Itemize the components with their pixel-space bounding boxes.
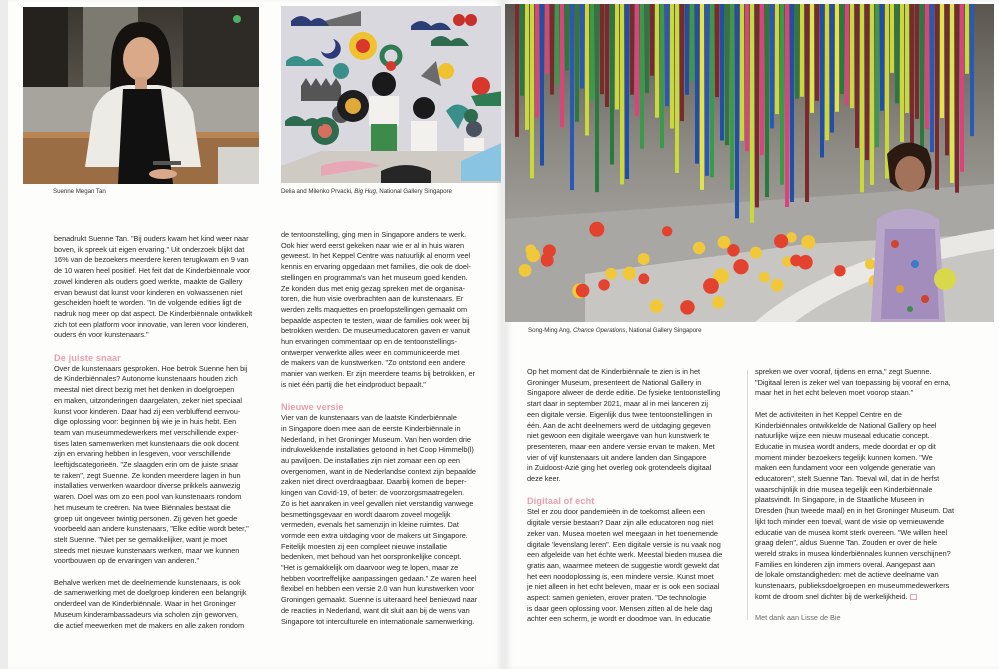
text-line: benadrukt Suenne Tan. "Bij ouders kwam het kind weer naar xyxy=(54,234,249,243)
text-line: Groningen gemaakt. Suenne is uiteraard heel benieuwd naar xyxy=(281,595,478,605)
text-line: Op het moment dat de Kinderbiënnale te zien is in het xyxy=(527,367,701,376)
photo-tube xyxy=(680,4,684,121)
photo-tube xyxy=(955,4,959,193)
photo-tube xyxy=(775,4,779,114)
photo-tube xyxy=(525,4,529,130)
photo-tube xyxy=(825,4,829,140)
photo-tube xyxy=(800,4,804,97)
column-4 xyxy=(755,367,995,624)
photo-tube xyxy=(600,4,604,94)
portrait-photo xyxy=(23,7,259,184)
photo-tube xyxy=(940,4,944,118)
text-line: groep uit ongeveer twintig personen. Zij geven het goede xyxy=(54,513,238,523)
photo-tube xyxy=(765,4,769,197)
text-line: onderdeel van de Kinderbiënnale. Waar in het Groninger xyxy=(54,599,236,609)
heading-de-juiste-snaar: De juiste snaar xyxy=(54,352,121,363)
photo-tube xyxy=(875,4,879,147)
photo-tube xyxy=(635,4,639,116)
text-line: Kinderbiënnales ontwikkelde de National Gallery op heel xyxy=(755,420,937,430)
photo-ball xyxy=(733,259,748,274)
text-line: nadruk nog meer op dat aspect. De Kinderbiënnale ontwikkelt xyxy=(54,308,253,318)
photo-tube xyxy=(580,4,584,89)
text-line: wereld straks in musea kinderbiënnales kunnen verschijnen? xyxy=(755,548,951,558)
text-line: de Kinderbiënnales? Autonome kunstenaars houden zich xyxy=(54,374,238,384)
text-line: digitale versie bestaan? Daar zijn alle educatoren nog niet xyxy=(527,518,714,528)
text-line: Nederland, in het Groninger Museum. Van hen worden drie xyxy=(281,434,471,444)
photo-ball xyxy=(834,265,845,276)
heading-digitaal-of-echt: Digitaal of echt xyxy=(527,496,595,507)
text-line: de reacties in Nederland, want dit sluit aan bij de wens van xyxy=(281,605,470,615)
text-line: te raken", zegt Suenne. Ze konden meerdere lagen in hun xyxy=(54,470,241,480)
text-line: maar het in het echt beleven moet voorop staan." xyxy=(755,388,914,398)
text-line: deze keer. xyxy=(527,474,561,484)
text-line: de samenwerking met de doelgroep kinderen een belangrijk xyxy=(54,588,247,598)
text-line: het een noodoplossing is, een mindere versie. Kunst moet xyxy=(527,571,714,581)
column-2-intro xyxy=(281,230,501,391)
text-line: betrokken werden. De museumeducatoren gaven er vanuit xyxy=(281,326,470,336)
photo-ball xyxy=(712,296,725,309)
photo-ball xyxy=(750,247,762,259)
text-line: geweest. In het Keppel Centre was natuurlijk al enorm veel xyxy=(281,251,471,261)
photo-tube xyxy=(795,4,799,99)
column-1 xyxy=(54,234,268,631)
text-line: zich tot een platform voor innovatie, van leren voor kinderen, xyxy=(54,319,249,329)
text-line: de makers van de kunstwerken. "Zo ontstond een andere xyxy=(281,358,466,368)
photo-tube xyxy=(740,4,744,141)
text-line: indrukwekkende installaties getoond in het Coop Himmelb(l) xyxy=(281,445,474,455)
photo-tube xyxy=(550,4,554,95)
photo-tube xyxy=(530,4,534,178)
photo-ball xyxy=(759,272,770,283)
text-line: hebben voortreffelijke aanpassingen gedaan." Ze waren heel xyxy=(281,573,477,583)
photo-tube xyxy=(690,4,694,81)
text-line: waren. Doel was om zo een pool van kunstenaars rondom xyxy=(54,492,242,502)
text-line: team van museummedewerkers met verschillende exper- xyxy=(54,427,239,437)
text-line: ouders én voor kunstenaars." xyxy=(54,330,149,340)
text-line: een digitale versie. Eigenlijk dus twee tentoonstellingen in xyxy=(527,409,712,419)
photo-tube xyxy=(630,4,634,95)
photo-tube xyxy=(605,4,609,107)
text-line: stellingen en programma's van het museum goed kenden. xyxy=(281,272,468,282)
photo-ball xyxy=(598,279,609,290)
text-line: installaties verwerken waardoor diverse prikkels aanwezig xyxy=(54,481,241,491)
text-line: Feitelijk moesten zij een compleet nieuwe installatie xyxy=(281,541,448,551)
photo-tube xyxy=(650,4,654,76)
text-line: een afgeleide van het échte werk. Meestal bieden musea die xyxy=(527,550,723,560)
text-line: leeftijdscategorieën. "Ze slaagden erin om de juiste snaar xyxy=(54,460,239,470)
text-line: vier of vijf kunstenaars uit andere landen dan Singapore xyxy=(527,452,707,462)
photo-tube xyxy=(785,4,789,207)
photo-tube xyxy=(900,4,904,142)
photo-tube xyxy=(895,4,899,104)
credit-line: Met dank aan Lisse de Bie xyxy=(755,613,841,623)
text-line: maken een fundament voor een volgende generatie van xyxy=(755,463,936,473)
text-line: educatoren", stelt Suenne Tan. Toeval wil, dat in de herfst xyxy=(755,474,940,484)
photo-tube xyxy=(665,4,669,106)
photo-tube xyxy=(715,4,719,97)
text-line: de lokale omstandigheden: met de actieve deelname van xyxy=(755,570,939,580)
photo-tube xyxy=(730,4,734,190)
photo-tube xyxy=(840,4,844,94)
photo-ball xyxy=(771,279,784,292)
text-line: Families en kinderen zijn immers overal. Aangepast aan xyxy=(755,559,935,569)
photo-tube xyxy=(645,4,649,93)
text-line: bedenken, met behoud van het oorspronkelijke concept. xyxy=(281,552,462,562)
text-line: die actief meewerken met de makers en alle zaken rondom xyxy=(54,620,245,630)
column-divider xyxy=(747,370,748,620)
photo-tube xyxy=(685,4,689,95)
big-hug-photo xyxy=(281,6,501,183)
photo-tube xyxy=(965,4,969,74)
photo-tube xyxy=(905,4,909,113)
photo-tube xyxy=(735,4,739,218)
photo-ball xyxy=(865,259,876,270)
column-1-closing xyxy=(54,578,268,632)
text-line: "Digitaal leren is zeker wel van toepassing bij vooraf en erna, xyxy=(755,377,951,387)
column-1-intro xyxy=(54,234,268,341)
text-line: ontwerper verwerkte alles weer en communiceerde met xyxy=(281,347,460,357)
photo-tube xyxy=(770,4,774,128)
photo-tube xyxy=(575,4,579,122)
photo-ball xyxy=(638,273,649,284)
text-line: besmettingsgevaar en wordt daarom zoveel mogelijk xyxy=(281,509,451,519)
text-line: natuurlijke wijze een nieuw museaal educatie concept. xyxy=(755,431,930,441)
photo-tube xyxy=(835,4,839,112)
photo-tube xyxy=(970,4,974,136)
photo-ball xyxy=(576,284,590,298)
text-line: boven, ik spreek uit eigen ervaring." Uit onderzoek blijkt dat xyxy=(54,244,245,254)
chance-operations-caption: Song-Ming Ang, Chance Operations, National Gallery Singapore xyxy=(528,327,702,334)
photo-tube xyxy=(620,4,624,184)
photo-tube xyxy=(820,4,824,157)
text-line: ervan bewust dat kunst voor kinderen en volwassenen niet xyxy=(54,287,243,297)
photo-tube xyxy=(520,4,524,96)
text-line: Singapore alweer de derde editie. De fysieke tentoonstelling xyxy=(527,388,721,398)
photo-tube xyxy=(610,4,614,164)
photo-tube xyxy=(870,4,874,185)
photo-tube xyxy=(935,4,939,190)
text-line: de 10 waren heel positief. Het feit dat de Kinderbiënnale voor xyxy=(54,266,251,276)
text-line: komt de droom snel dichter bij de werkelijkheid. xyxy=(755,592,995,603)
photo-ball xyxy=(543,244,556,257)
photo-tube xyxy=(535,4,539,117)
text-line: zaken niet direct overdraagbaar. Daarbij komen de beper- xyxy=(281,477,467,487)
photo-tube xyxy=(790,4,794,202)
photo-ball xyxy=(589,222,604,237)
big-hug-title: Big Hug xyxy=(354,188,376,195)
photo-tube xyxy=(570,4,574,190)
photo-tube xyxy=(860,4,864,192)
photo-ball xyxy=(519,264,532,277)
photo-tube xyxy=(565,4,569,71)
text-line: overgenomen, want in de Nederlandse context zijn bepaalde xyxy=(281,466,476,476)
text-line: in Zuidoost-Azië ging het overleg ook grotendeels digitaal xyxy=(527,463,712,473)
text-line: presenteren, maar een andere versie ervan te maken. Met xyxy=(527,441,715,451)
photo-tube xyxy=(700,4,704,190)
photo-tube xyxy=(805,4,809,202)
photo-tube xyxy=(615,4,619,110)
photo-ball xyxy=(790,255,802,267)
left-page xyxy=(8,0,501,669)
text-line: flexibel en hebben een versie 2.0 van hun kunstwerken voor xyxy=(281,584,475,594)
text-line: digitale 'levenslang leren". Een digitale versie is nu vaak nog xyxy=(527,539,721,549)
text-line: zowel kinderen als ouders goed werkte, maakte de Gallery xyxy=(54,276,243,286)
text-line: de tentoonstelling, ging men in Singapore anders te werk. xyxy=(281,230,467,239)
photo-tube xyxy=(960,4,964,172)
photo-tube xyxy=(865,4,869,160)
photo-tube xyxy=(725,4,729,145)
text-line: graag delen", aldus Suenne Tan. Zouden er over de hele xyxy=(755,538,937,548)
heading-nieuwe-versie: Nieuwe versie xyxy=(281,402,344,413)
chance-operations-photo xyxy=(505,4,994,322)
column-1-section xyxy=(54,364,268,567)
text-line: start daar in september 2021, maar al in mei lanceren zij xyxy=(527,399,708,409)
text-line: is daar geen oplossing voor. Mensen zitten al de hele dag xyxy=(527,603,713,613)
column-3-intro xyxy=(527,367,741,485)
text-line: één. Aan de acht deelnemers werd de uitdaging gegeven xyxy=(527,420,711,430)
text-line: Met de activiteiten in het Keppel Centre en de xyxy=(755,409,902,419)
column-3 xyxy=(527,367,741,625)
text-line: Over de kunstenaars gesproken. Hoe betrok Suenne hen bij xyxy=(54,363,248,373)
text-line: steeds met nieuwe kunstenaars werken, maar we kunnen xyxy=(54,545,240,555)
text-line: tises laten samenwerken met kunstenaars die ook docent xyxy=(54,438,239,448)
photo-ball xyxy=(662,226,672,236)
photo-tube xyxy=(815,4,819,101)
text-line: hun ervaringen commentaar op en de tentoonstellings- xyxy=(281,337,457,347)
photo-tube xyxy=(930,4,934,152)
column-4-section xyxy=(755,410,995,603)
column-3-section xyxy=(527,507,741,625)
text-line: au paviljoen. De installaties zijn niet zomaar een op een xyxy=(281,456,460,466)
end-of-article-icon xyxy=(910,594,917,600)
photo-tube xyxy=(720,4,724,140)
photo-ball xyxy=(623,267,636,280)
text-line: spreken we over vooraf, tijdens en erna," zegt Suenne. xyxy=(755,367,932,376)
text-line: het museum te creëren. Na twee Biënnales bestaat die xyxy=(54,502,231,512)
photo-tube xyxy=(660,4,664,148)
photo-tube xyxy=(915,4,919,119)
text-line: voorbeeld aan andere kunstenaars, "Elke editie wordt beter," xyxy=(54,524,249,534)
text-line: moment minder bezoekers tegelijk kunnen komen. "We xyxy=(755,452,933,462)
text-line: Ook hier werd eerst gekeken naar wie er al in huis waren xyxy=(281,240,465,250)
photo-tube xyxy=(780,4,784,185)
column-2-section xyxy=(281,413,501,627)
photo-tube xyxy=(890,4,894,73)
right-page xyxy=(505,0,999,669)
photo-tube xyxy=(515,4,519,137)
text-line: je niet alleen in het echt beleven, maar er is ook een sociaal xyxy=(527,582,720,592)
photo-ball xyxy=(638,253,650,265)
column-4-intro xyxy=(755,367,995,399)
text-line: stelt Suenne. "Niet per se gemakkelijker, want je moet xyxy=(54,534,228,544)
photo-tube xyxy=(585,4,589,136)
photo-tube xyxy=(885,4,889,179)
text-line: zijn en ervaring hebben in lesgeven, voor verschillende xyxy=(54,449,231,459)
text-line: waarschijnlijk in drie musea tegelijk een Kinderbiënnale xyxy=(755,484,933,494)
text-line: aspect: samen genieten, erover praten. "De technologie xyxy=(527,593,707,603)
photo-tube xyxy=(560,4,564,127)
text-line: meestal niet direct bezig met het denken in doelgroepen xyxy=(54,385,235,395)
photo-ball xyxy=(703,278,719,294)
text-line: bepaalde aspecten te testen, waar de families ook weer bij xyxy=(281,315,470,325)
text-line: is niet één partij die het eindproduct bepaalt." xyxy=(281,379,426,389)
photo-ball xyxy=(774,234,788,248)
photo-tube xyxy=(845,4,849,105)
photo-tube xyxy=(670,4,674,128)
text-line: lijkt toch minder een toeval, want de visie op vernieuwende xyxy=(755,516,945,526)
text-line: 16% van de bezoekers meerdere keren terugkwam en 9 van xyxy=(54,255,249,265)
text-line: educatie van de musea komt sterk overeen. "We willen heel xyxy=(755,527,948,537)
photo-tube xyxy=(945,4,949,155)
photo-tube xyxy=(750,4,754,223)
text-line: manier van werken. Er zijn meerdere teams bij betrokken, er xyxy=(281,369,475,379)
photo-tube xyxy=(925,4,929,129)
text-line: kingen van Covid-19, of beter: de voorzorgsmaatregelen. xyxy=(281,488,465,498)
photo-tube xyxy=(705,4,709,176)
text-line: Singapore tot interculturele en internationale samenwerking. xyxy=(281,616,475,626)
text-line: zeker van. Musea moeten wel meegaan in het toenemende xyxy=(527,528,718,538)
photo-ball xyxy=(680,300,695,315)
text-line: kunst voor kinderen. Daar had zij een verbluffend eenvou- xyxy=(54,406,241,416)
photo-tube xyxy=(850,4,854,108)
photo-tube xyxy=(810,4,814,113)
text-line: kunstenaars, publieksdoelgroepen en museummedewerkers xyxy=(755,581,950,591)
photo-tube xyxy=(755,4,759,207)
text-line: Groninger Museum, presenteert de National Gallery in xyxy=(527,377,702,387)
chance-operations-title: Chance Operations xyxy=(573,327,626,334)
photo-ball xyxy=(718,236,731,249)
text-line: Zo is het aanraken in veel gevallen niet verstandig vanwege xyxy=(281,498,474,508)
big-hug-caption: Delia and Milenko Prvacki, Big Hug, National Gallery Singapore xyxy=(281,188,452,195)
photo-tube xyxy=(745,4,749,151)
text-line: vermeden, evenals het samenzijn in kleine ruimtes. Dat xyxy=(281,520,459,530)
photo-tube xyxy=(710,4,714,177)
photo-tube xyxy=(540,4,544,166)
text-line: Museum kinderambassadeurs via scholen zijn geworven, xyxy=(54,609,239,619)
text-line: gescheiden hoeft te worden. "In de volgende edities ligt de xyxy=(54,298,242,308)
text-line: Behalve werken met de deelnemende kunstenaars, is ook xyxy=(54,577,241,587)
text-line: dige oplossing voor: beginnen bij wie je in huis hebt. Een xyxy=(54,417,237,427)
text-line: plaatsvindt. In Singapore, in de Staatliche Museen in xyxy=(755,495,924,505)
text-line: voortbouwen op de ervaringen van anderen." xyxy=(54,556,200,566)
photo-ball xyxy=(801,235,815,249)
photo-tube xyxy=(545,4,549,74)
text-line: "Het is gemakkelijk om daarvoor weg te lopen, maar ze xyxy=(281,563,459,573)
photo-tube xyxy=(590,4,594,101)
photo-tube xyxy=(675,4,679,173)
text-line: Vier van de kunstenaars van de laatste Kinderbiënnale xyxy=(281,413,457,423)
photo-tube xyxy=(595,4,599,192)
photo-ball xyxy=(650,299,664,313)
text-line: niet gewoon een digitale weergave van hun kunstwerk te xyxy=(527,431,710,441)
photo-ball xyxy=(605,268,617,280)
photo-ball xyxy=(693,242,705,254)
portrait-caption: Suenne Megan Tan xyxy=(53,188,106,195)
photo-tube xyxy=(760,4,764,155)
text-line: achter een scherm, je wordt er doodmoe van. In educatie xyxy=(527,614,711,624)
text-line: vormde een extra uitdaging voor de makers uit Singapore. xyxy=(281,530,468,540)
text-line: in Singapore doen mee aan de eerste Kinderbiënnale in xyxy=(281,423,461,433)
photo-tube xyxy=(655,4,659,118)
photo-tube xyxy=(855,4,859,148)
text-line: Ze konden dus met enig gezag spreken met de organisa- xyxy=(281,283,466,293)
photo-tube xyxy=(625,4,629,179)
photo-tube xyxy=(555,4,559,85)
text-line: kennis en ervaring opgedaan met families, die ook de doel- xyxy=(281,262,471,272)
text-line: gratis aan, waarmee meteen de suggestie wordt gewekt dat xyxy=(527,560,720,570)
photo-tube xyxy=(880,4,884,111)
photo-tube xyxy=(695,4,699,164)
text-line: toren, die hun visie overbrachten aan de kunstenaars. Er xyxy=(281,294,464,304)
column-2 xyxy=(281,230,501,627)
text-line: en maken, uitzonderingen daargelaten, zeker niet speciaal xyxy=(54,395,242,405)
photo-tube xyxy=(950,4,954,183)
photo-ball xyxy=(525,244,536,255)
photo-tube xyxy=(640,4,644,149)
text-line: Educatie in musea wordt anders, mede doordat er op dit xyxy=(755,441,936,451)
text-line: Stel er zou door pandemieën in de toekomst alleen een xyxy=(527,507,705,517)
photo-tube xyxy=(830,4,834,132)
text-line: Dresden (hun tweede maal) en in het Groninger Museum. Dat xyxy=(755,506,954,516)
text-line: werden zelfs maquettes en proefopstellingen gemaakt om xyxy=(281,304,468,314)
